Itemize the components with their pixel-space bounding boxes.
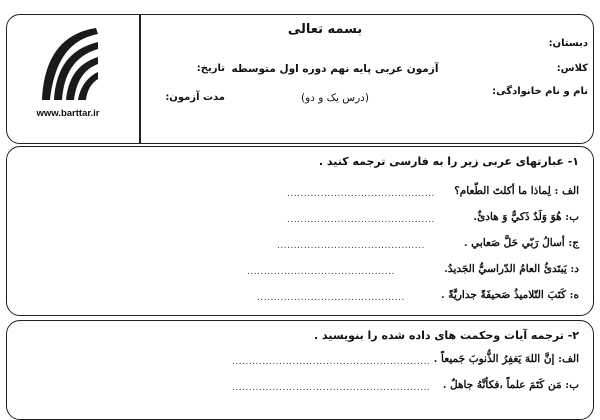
q1-answer-line-3[interactable]: ............................................	[277, 241, 425, 251]
header-divider-left	[139, 15, 141, 143]
q1-item-2: ب: هُوَ وَلَدٌ ذَكيٌّ وَ هادئٌ.	[473, 211, 579, 223]
q1-item-1: الف : لِماذا ما أكلتَ الطّعام؟	[454, 185, 579, 197]
q1-answer-line-4[interactable]: ............................................	[247, 267, 395, 277]
class-label: کلاس:	[556, 63, 588, 74]
bismillah-title: بسمه تعالی	[287, 22, 363, 37]
student-name-label: نام و نام خانوادگی:	[492, 86, 588, 97]
q1-item-3: ج: أسالُ رَبّي حَلَّ صَعابي .	[463, 237, 579, 249]
q2-item-2: ب: مَن كَتَمَ علماً ،فكأنَّهُ جاهلٌ .	[442, 379, 579, 391]
site-logo	[6, 4, 130, 126]
logo-swoosh-icon	[36, 22, 102, 102]
q1-item-5: ه: كَتَبَ التّلاميذُ صَحيفَةً جداريَّةً .	[441, 289, 579, 301]
question-2-section	[6, 320, 594, 420]
date-label: تاریخ:	[196, 63, 225, 74]
duration-label: مدت آزمون:	[165, 92, 225, 103]
q2-item-1: الف: إنَّ اللهَ يَغفِرُ الذُّنوبَ جَميعاً .	[433, 353, 579, 365]
q1-answer-line-2[interactable]: ............................................	[287, 215, 435, 225]
site-url: www.barttar.ir	[36, 108, 100, 119]
q1-answer-line-1[interactable]: ............................................	[287, 189, 435, 199]
q1-answer-line-5[interactable]: ............................................	[257, 293, 405, 303]
q1-item-4: د: يَبتَدئُ العامُ الدّراسيُّ الجَديدُ.	[444, 263, 579, 275]
school-label: دبستان:	[548, 38, 588, 49]
q2-answer-line-1[interactable]: ...........................................................	[232, 357, 431, 367]
question-2-heading: ۲- ترجمه آیات وحکمت های داده شده را بنویسید .	[314, 329, 579, 342]
lessons-subtitle: (درس یک و دو)	[301, 92, 369, 104]
question-1-heading: ۱- عبارتهای عربی زیر را به فارسی ترجمه کنید .	[318, 155, 579, 168]
q2-answer-line-2[interactable]: ...........................................................	[232, 383, 431, 393]
exam-title: آزمون عربی پایه نهم دوره اول متوسطه	[231, 63, 439, 75]
question-1-section	[6, 146, 594, 316]
